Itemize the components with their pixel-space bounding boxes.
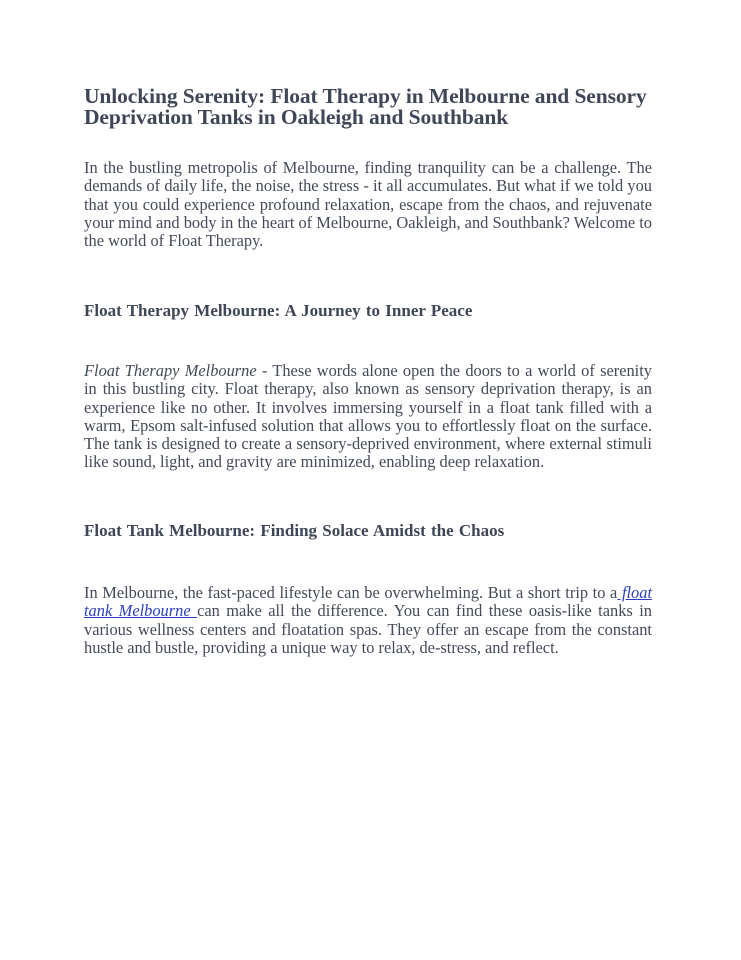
float-therapy-paragraph <box>84 362 652 472</box>
float-tank-melbourne-link[interactable]: float tank Melbourne <box>84 583 652 621</box>
float-tank-paragraph <box>84 584 652 657</box>
intro-paragraph: In the bustling metropolis of Melbourne, finding tranquility can be a challenge. The demands of daily life, the noise, the stress - it all accumulates. But what if we told you that you could experience profound relaxation, escape from the chaos, and rejuvenate your mind and body in the heart of Melbourne, Oakleigh, and Southbank? Welcome to the world of Float Therapy. <box>84 158 652 251</box>
float-therapy-body: - These words alone open the doors to a world of serenity in this bustling city. Float therapy, also known as sensory deprivation therapy, is an experience like no other. It involves immersing yourself in a float tank filled with a warm, Epsom salt-infused solution that allows you to effortlessly float on the surface. The tank is designed to create a sensory-deprived environment, where external stimuli like sound, light, and gravity are minimized, enabling deep relaxation. <box>84 361 652 472</box>
float-tank-body-start: In Melbourne, the fast-paced lifestyle can be overwhelming. But a short trip to a <box>84 583 618 602</box>
italic-lead-phrase: Float Therapy Melbourne <box>84 361 257 380</box>
float-tank-body-end: can make all the difference. You can find these oasis-like tanks in various wellness centers and floatation spas. They offer an escape from the constant hustle and bustle, providing a unique way to relax, de-stress, and reflect. <box>84 601 652 657</box>
section-heading-float-therapy: Float Therapy Melbourne: A Journey to Inner Peace <box>84 301 473 320</box>
article-title: Unlocking Serenity: Float Therapy in Melbourne and Sensory Deprivation Tanks in Oakleigh and Southbank <box>84 84 647 129</box>
section-heading-float-tank: Float Tank Melbourne: Finding Solace Amidst the Chaos <box>84 521 505 540</box>
